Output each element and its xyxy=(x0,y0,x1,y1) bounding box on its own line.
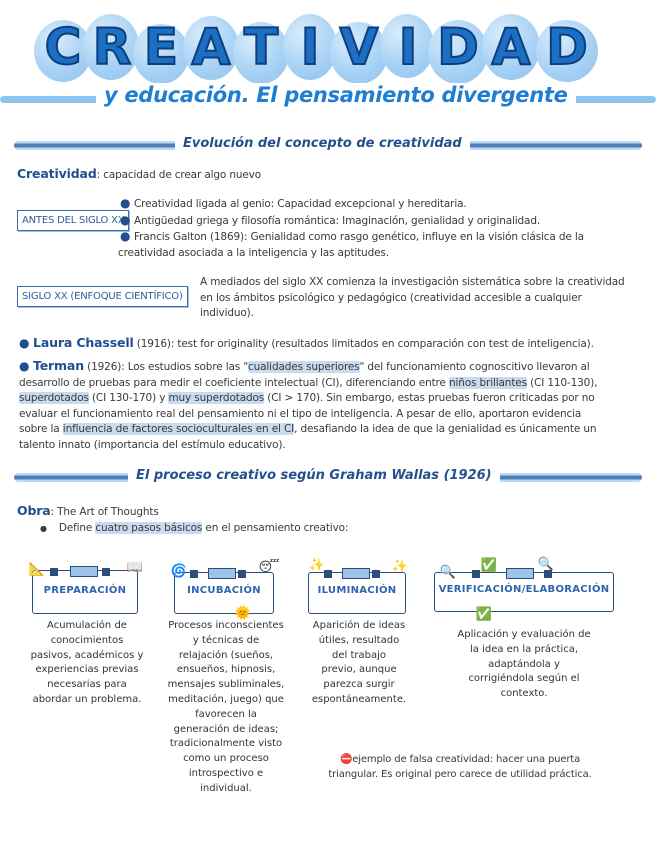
title-letter: A xyxy=(191,18,231,76)
title-letter: I xyxy=(398,18,418,76)
swirl-icon: 🌀 xyxy=(170,563,188,579)
sun-icon: 🌞 xyxy=(234,605,252,621)
magnifier-icon: 🔍 xyxy=(439,564,457,580)
magnifier-icon: 🔍 xyxy=(537,556,555,572)
stage-iluminacion xyxy=(306,557,412,620)
title-letter: A xyxy=(491,18,531,76)
sleep-face-icon: 😴 xyxy=(258,559,280,575)
siglo-xx-text: A mediados del siglo XX comienza la investigación sistemática sobre la creatividad en los ámbitos psicológico y pedagógico (creatividad accesible a cualquier individuo). xyxy=(200,276,625,319)
title-letter: E xyxy=(143,18,179,76)
label-siglo-xx: SIGLO XX (ENFOQUE CIENTÍFICO) xyxy=(17,286,188,307)
stage-description: Aparición de ideas útiles, resultado del trabajo previo, aunque parezca surgir espontáneamente. xyxy=(311,620,407,705)
sparkle-icon: ✨ xyxy=(308,557,326,573)
antes-list xyxy=(118,196,638,261)
obra: Obra: The Art of Thoughts xyxy=(17,503,159,518)
stage-description: Acumulación de conocimientos pasivos, académicos y experiencias previas necesarias para abordar un problema. xyxy=(30,620,144,705)
term-terman: Terman xyxy=(33,358,84,373)
stage-label: ILUMINACIÓN xyxy=(317,585,397,596)
definition-creatividad xyxy=(17,166,261,184)
section-heading-wallas: El proceso creativo según Graham Wallas (1926) xyxy=(128,468,500,483)
define-pasos: ● Define cuatro pasos básicos en el pensamiento creativo: xyxy=(40,522,349,534)
ruler-icon: 📐 xyxy=(28,561,46,577)
term-chassell: Laura Chassell xyxy=(33,335,134,350)
stage-verificacion xyxy=(432,558,616,622)
title-letter: R xyxy=(92,18,132,76)
list-item: ● Francis Galton (1869): Genialidad como rasgo genético, influye en la visión clásica de la xyxy=(120,229,584,243)
book-icon: 📖 xyxy=(126,559,144,575)
check-icon: ✅ xyxy=(480,557,498,573)
list-item: ● Antigüedad griega y filosofía romántica: Imaginación, genialidad y originalidad. xyxy=(120,212,541,227)
title-letter: D xyxy=(546,18,588,76)
stage-label: VERIFICACIÓN/ELABORACIÓN xyxy=(438,584,610,595)
definition-text: : capacidad de crear algo nuevo xyxy=(96,169,262,181)
title-letter: D xyxy=(437,18,479,76)
subtitle: y educación. El pensamiento divergente xyxy=(96,83,576,107)
chassell-item: ● Laura Chassell (1916): test for originality (resultados limitados en comparación con test de inteligencia). xyxy=(19,335,594,350)
list-item: ● Creatividad ligada al genio: Capacidad excepcional y hereditaria. xyxy=(120,196,467,210)
stage-label: INCUBACIÓN xyxy=(187,585,261,596)
stage-incubacion xyxy=(170,560,282,620)
title-letter: T xyxy=(243,18,279,76)
sparkle-icon: ✨ xyxy=(391,558,409,574)
stage-preparacion xyxy=(28,560,148,620)
label-antes-siglo-xx: ANTES DEL SIGLO XX xyxy=(17,210,129,231)
list-item-continuation: creatividad asociada a la inteligencia y las aptitudes. xyxy=(118,246,389,259)
no-entry-icon: ⛔ xyxy=(339,754,353,765)
title-letter: V xyxy=(339,18,379,76)
section-heading-evolucion: Evolución del concepto de creatividad xyxy=(175,136,470,151)
title-letter: I xyxy=(300,18,320,76)
stage-description: Procesos inconscientes y técnicas de relajación (sueños, ensueños, hipnosis, mensajes subliminales, meditación, juego) que favorecen la generación de ideas; tradicionalmente visto como un proceso introspectivo e individual. xyxy=(167,620,285,794)
check-icon: ✅ xyxy=(475,606,493,622)
false-creativity-example: ⛔ejemplo de falsa creatividad: hacer una puerta triangular. Es original pero carece de utilidad práctica. xyxy=(328,754,592,780)
title-letter: C xyxy=(44,18,82,76)
stage-description: Aplicación y evaluación de la idea en la práctica, adaptándola y corrigiéndola según el contexto. xyxy=(457,629,591,700)
stage-label: PREPARACIÓN xyxy=(43,585,127,596)
term-obra: Obra xyxy=(17,503,51,518)
terman-item: ● Terman (1926): Los estudios sobre las "cualidades superiores" del funcionamiento cognoscitivo llevaron al desarrollo de pruebas para medir el coeficiente intelectual (CI), diferenciando entre niños brillantes (CI 110-130), superdotados (CI 130-170) y muy superdotados (CI > 170). Sin embargo, estas pruebas fueron criticadas por no evaluar el funcionamiento real del pensamiento ni el tipo de inteligencia. A pesar de ello, aportaron evidencia sobre la influencia de factores socioculturales en el CI, desafiando la idea de que la genialidad es únicamente un talento innato (importancia del estímulo educativo). xyxy=(19,358,598,451)
term-creatividad: Creatividad xyxy=(17,166,97,181)
